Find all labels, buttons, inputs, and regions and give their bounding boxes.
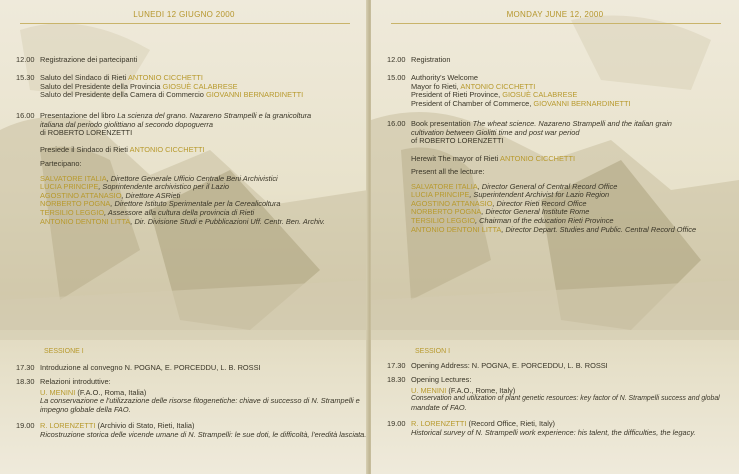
welcome-chamber-label: Saluto del Presidente della Camera di Commercio — [40, 90, 204, 100]
speaker-name: GIOSUÈ CALABRESE — [162, 81, 238, 91]
page-header-date: MONDAY JUNE 12, 2000 — [506, 10, 604, 19]
header-divider — [20, 23, 350, 24]
welcome-heading: Authority's Welcome — [411, 73, 478, 82]
participant: SALVATORE ITALIA, Direttore Generale Ufficio Centrale Beni Archivistici — [40, 173, 278, 183]
entry-text: Registrazione dei partecipanti — [40, 55, 138, 64]
speaker-name: R. LORENZETTI — [40, 421, 96, 430]
participant: NORBERTO POGNA, Director General Institute Rome — [411, 207, 590, 217]
participant: LUCIA PRINCIPE, Soprintendente archivistico per il Lazio — [40, 182, 229, 192]
session-heading: SESSIONE I — [44, 348, 84, 355]
entry-time: 12.00 — [387, 55, 406, 64]
speaker-name: GIOSUÈ CALABRESE — [502, 90, 578, 100]
presides-label: Herewit The mayor of Rieti — [411, 154, 499, 163]
speaker-name: U. MENINI — [411, 385, 447, 395]
speaker-name: ANTONIO CICCHETTI — [500, 154, 576, 163]
participant: AGOSTINO ATTANASIO, Director Rieti Record Office — [411, 198, 587, 208]
book-intro: Presentazione del libro — [40, 111, 116, 120]
entry-text: Registration — [411, 55, 451, 64]
welcome-chamber-label: President of Chamber of Commerce, — [411, 98, 532, 108]
page-english — [371, 0, 739, 474]
entry-time: 15.30 — [16, 73, 35, 82]
participant: TERSILIO LEGGIO, Assessore alla cultura della provincia di Rieti — [40, 207, 255, 217]
lecture-title-cont: impegno globale della FAO. — [40, 404, 131, 414]
welcome-mayor-label: Mayor fo Rieti, — [411, 81, 459, 91]
participant: NORBERTO POGNA, Direttore Istituto Sperimentale per la Cerealicoltura — [40, 199, 281, 209]
entry-time: 16.00 — [16, 111, 35, 120]
entry-time: 19.00 — [16, 421, 35, 430]
welcome-province-label: Saluto del Presidente della Provincia — [40, 81, 161, 91]
participant: ANTONIO DENTONI LITTA, Director Depart. Studies and Public. Central Record Office — [411, 224, 697, 234]
entry-time: 16.00 — [387, 119, 406, 128]
entry-text: Opening Lectures: — [411, 375, 472, 384]
lecture-title: Historical survey of N. Strampelli work experience: his talent, the difficulties, the legacy. — [411, 427, 696, 437]
entry-time: 17.30 — [387, 361, 406, 370]
welcome-province-label: President of Rieti Province, — [411, 90, 501, 100]
participant: AGOSTINO ATTANASIO, Direttore ASRieti — [40, 190, 181, 200]
speaker-name: R. LORENZETTI — [411, 419, 467, 428]
speaker-affiliation: (F.A.O., Rome, Italy) — [448, 385, 516, 395]
participants-label: Partecipano: — [40, 159, 82, 168]
header-divider — [391, 23, 721, 24]
book-intro: Book presentation — [411, 119, 471, 128]
entry-text: Opening Address: N. POGNA, E. PORCEDDU, L. B. ROSSI — [411, 361, 608, 370]
page-header-date: LUNEDI 12 GIUGNO 2000 — [133, 10, 235, 19]
entry-time: 17.30 — [16, 363, 35, 372]
participant: TERSILIO LEGGIO, Chairman of the education Rieti Province — [411, 215, 614, 225]
book-title-cont: italiana dal periodo giolittiano al secondo dopoguerra — [40, 119, 213, 129]
speaker-name: GIOVANNI BERNARDINETTI — [533, 98, 631, 108]
speaker-name: U. MENINI — [40, 387, 76, 397]
participant: ANTONIO DENTONI LITTA, Dir. Divisione Studi e Pubblicazioni Uff. Centr. Ben. Archiv. — [40, 216, 325, 226]
entry-time: 19.00 — [387, 419, 406, 428]
book-author: of ROBERTO LORENZETTI — [411, 136, 504, 146]
lecture-title: La conservazione e l'utilizzazione delle risorse fitogenetiche: chiave di successo di N. Strampelli e — [40, 396, 360, 406]
presides-label: Presiede il Sindaco di Rieti — [40, 145, 128, 154]
lecture-title-cont: mandate of FAO. — [411, 402, 467, 412]
speaker-name: ANTONIO CICCHETTI — [127, 73, 203, 82]
book-title: La scienza del grano. Nazareno Strampelli e la granicoltura — [117, 111, 312, 120]
entry-time: 12.00 — [16, 55, 35, 64]
speaker-affiliation: (F.A.O., Roma, Italia) — [77, 387, 147, 397]
speaker-affiliation: (Archivio di Stato, Rieti, Italia) — [97, 421, 195, 430]
speaker-name: ANTONIO CICCHETTI — [460, 81, 536, 91]
speaker-name: GIOVANNI BERNARDINETTI — [205, 90, 304, 100]
lecture-title: Ricostruzione storica delle vicende umane di N. Strampelli: le sue doti, le difficoltà, l'eredità lasciata. — [40, 429, 367, 439]
entry-text: Relazioni introduttive: — [40, 377, 111, 386]
book-author: di ROBERTO LORENZETTI — [40, 128, 133, 138]
speaker-affiliation: (Record Office, Rieti, Italy) — [468, 419, 556, 428]
page-italian — [0, 0, 368, 474]
speaker-name: ANTONIO CICCHETTI — [129, 145, 205, 154]
entry-time: 15.00 — [387, 73, 406, 82]
entry-time: 18.30 — [16, 377, 35, 386]
lecture-title: Conservation and utilization of plant genetic resources: key factor of N. Strampelli success and global — [411, 395, 720, 403]
entry-text: Introduzione al convegno N. POGNA, E. PORCEDDU, L. B. ROSSI — [40, 363, 261, 372]
book-title-cont: cultivation between Giolitti time and post war period — [411, 127, 580, 137]
participant: SALVATORE ITALIA, Director General of Central Record Office — [411, 181, 618, 191]
session-heading: SESSION I — [415, 348, 451, 355]
participant: LUCIA PRINCIPE, Superintendent Archivist for Lazio Region — [411, 190, 610, 200]
book-title: The wheat science. Nazareno Strampelli and the italian grain — [472, 119, 672, 128]
entry-time: 18.30 — [387, 375, 406, 384]
participants-label: Present all the lecture: — [411, 167, 485, 176]
welcome-mayor-label: Saluto del Sindaco di Rieti — [40, 73, 127, 82]
